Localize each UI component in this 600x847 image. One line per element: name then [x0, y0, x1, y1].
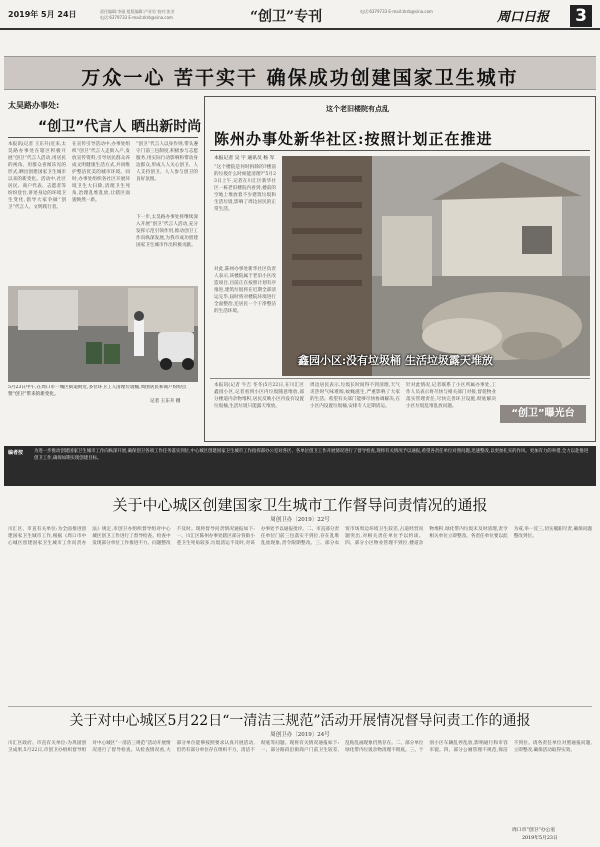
- report-column-2: 周边居民表示,垃圾长时间得不到清理,天气炎热时气味难闻,蚊蝇滋生,严重影响了大家的生活。希望有关部门能够尽快协调解决,在小区内设置垃圾桶,安排专人定期清运。: [310, 383, 400, 409]
- page-number: 3: [570, 5, 592, 27]
- photo-caption: 5月23日中午,在周口市一城区街道附近,多位环卫工人清理垃圾桶,周围居民和商户纷纷点赞“创卫”带来的新变化。: [8, 385, 187, 397]
- notice-docno-2: 周创卫办〔2019〕24号: [270, 732, 330, 738]
- feature-column-2: 对此,陈州办事处新华社区负责人表示,该楼院属于老旧小区改造项目,目前正在按照计划有序推进,建筑垃圾将在近期全部清运完毕,届时将对楼院环境进行全面整治,还居民一个干净整洁的生活环境。: [214, 267, 276, 314]
- photo-credit: 记者 王东升 摄: [150, 399, 181, 404]
- notice-body-1: 川汇区、市直有关单位:为全面推进创建国家卫生城市工作,根据《周口市中心城区创建国家卫生城市工作问责办法》规定,市创卫办组织督导组对中心城区创卫工作进行了督导检查。检查中发现部分单位工作推进不力、问题整改不及时。现将督导问责情况通报如下:一、川汇区陈州办事处辖区部分背街小巷卫生死角较多,垃圾清运不及时,对该办事处予以通报批评。二、市直部分责任单位门前三包落实不到位,存在乱堆乱放现象,责令限期整改。三、部分农贸市场周边环境卫生较差,占道经营问题突出,对相关责任单位予以约谈。四、部分小区物业管理不到位,楼道杂物堆积,绿化带内垃圾未及时清理,责令相关单位立即整改。各责任单位要以此为戒,举一反三,切实履职尽责,确保问题整改到位。: [8, 527, 592, 547]
- divider: [8, 137, 198, 138]
- exposure-platform-badge: “创卫”曝光台: [500, 405, 586, 423]
- notice-docno-1: 周创卫办〔2019〕22号: [270, 517, 330, 523]
- divider: [210, 378, 590, 379]
- notice-headline-2: 关于对中心城区5月22日“一清洁三规范”活动开展情况督导问责工作的通报: [69, 713, 531, 729]
- story-kicker: 太昊路办事处:: [8, 101, 60, 110]
- story-column-3: “创卫”代言人以身作则,带头遵守门前三包制度,积极参与志愿服务,用实际行动影响和带动身边群众,形成人人关心创卫、人人支持创卫、人人参与创卫的良好氛围。: [136, 142, 198, 182]
- special-issue-title: “创卫”专刊: [250, 9, 323, 25]
- divider: [8, 706, 592, 707]
- contact-info: 电话:6379733 E-mail:zkrb@sina.com: [100, 15, 173, 20]
- feature-headline: 陈州办事处新华社区:按照计划正在推进: [214, 130, 493, 148]
- report-column-1: 本报讯(记者 牛吉 冬冬)5月22日,在川汇区鑫园小区,记者看到小区内垃圾随意堆放,部分楼道内杂物堆积,居民反映小区内没有设置垃圾桶,生活垃圾只能露天堆放。: [214, 383, 304, 409]
- notice-body-2: 川汇区政府、市直有关单位:为巩固创卫成果,5月22日,市创卫办组织督导组对中心城区“一清洁三规范”活动开展情况进行了督导检查。从检查情况看,大部分单位能够按照要求认真开展活动,但仍有部分单位存在组织不力、清洁不彻底等问题。现将有关情况通报如下:一、部分路段沿街商户门前卫生较差,乱贴乱画现象仍然存在。二、部分单位绿化带内垃圾杂物清理不彻底。三、个别小区车辆乱停乱放,影响通行和市容市貌。四、部分公厕管理不规范,保洁不到位。请各责任单位对照通报问题,立即整改,确保活动取得实效。: [8, 741, 592, 754]
- notice-headline-1: 关于中心城区创建国家卫生城市工作督导问责情况的通报: [112, 496, 488, 514]
- editor-info: 责任编辑:李丽 组版编辑:卢亚男 校对:张芳: [100, 9, 175, 14]
- sanitation-photo: [8, 286, 198, 382]
- footer-date: 2019年5月23日: [522, 836, 558, 841]
- issue-date: 2019年 5月 24日: [8, 10, 77, 19]
- page-banner-slogan: 万众一心 苦干实干 确保成功创建国家卫生城市: [81, 67, 519, 89]
- story-column-2: 在宣传引导活动中,办事处组织“创卫”代言人走街入户,发放宣传资料,引导居民群众养成文明健康生活方式,共同维护整洁优美的城市环境。同时,办事处组织各社区开展环境卫生大扫除,清理卫生死角,治理乱堆乱放,让辖区面貌焕然一新。: [72, 142, 130, 203]
- alley-photo-caption: 鑫园小区:没有垃圾桶 生活垃圾露天堆放: [298, 354, 493, 367]
- story-column-1: 本报讯(记者 王东升)近来,太昊路办事处在辖区积极开展“创卫”代言人活动,用居民的视角、用群众喜闻乐见的形式,晒出创建国家卫生城市以来的新变化。活动中,社区居民、商户代表、志愿者等纷纷登台,讲述身边的环境卫生变化,倡导大家争做“创卫”代言人、文明践行者。: [8, 142, 66, 210]
- header-contact: 电话:6379733 E-mail:zkrb@sina.com: [360, 9, 433, 14]
- newspaper-name: 周口日报: [497, 10, 550, 25]
- feature-byline: 本报记者 吴 宇 通讯员 杨 军: [214, 156, 275, 161]
- feature-subhead: 这个老旧楼院有点乱: [326, 105, 389, 113]
- divider: [210, 150, 590, 151]
- editor-note-tag: 编者按: [8, 450, 24, 456]
- footer-issuer: 周口市“创卫”办公室: [512, 828, 556, 833]
- feature-column-1: “这个楼院是何时拆除的?楼前的垃圾什么时候能清理?”5月23日上午,记者在川汇区新华社区一栋老旧楼院内看到,楼前的空地上堆放着不少建筑垃圾和生活垃圾,影响了周边居民的正常生活。: [214, 165, 276, 212]
- story-headline: “创卫”代言人 晒出新时尚: [38, 119, 202, 135]
- report-column-3: 针对此情况,记者联系了小区所属办事处,工作人员表示将尽快与相关部门对接,督促物业落实管理责任,尽快完善环卫设施,彻底解决小区垃圾乱堆乱放问题。: [406, 383, 496, 409]
- story-column-4: 下一步,太昊路办事处将继续深入开展“创卫”代言人活动,充分发挥示范引领作用,推动创卫工作向纵深发展,为我市成功创建国家卫生城市作出积极贡献。: [136, 215, 198, 248]
- editor-note: 为进一步推动创建国家卫生城市工作向纵深开展,确保创卫各项工作任务落实到位,中心城区创建国家卫生城市工作指挥部办公室对各区、各单位创卫工作开展情况进行了督导检查,现将有关情况予以通报,希望各责任单位对照问题,迅速整改,以更加扎实的作风、更加有力的举措,全力以赴推进创卫工作,确保如期实现创建目标。: [4, 446, 596, 486]
- alley-photo: [282, 156, 590, 376]
